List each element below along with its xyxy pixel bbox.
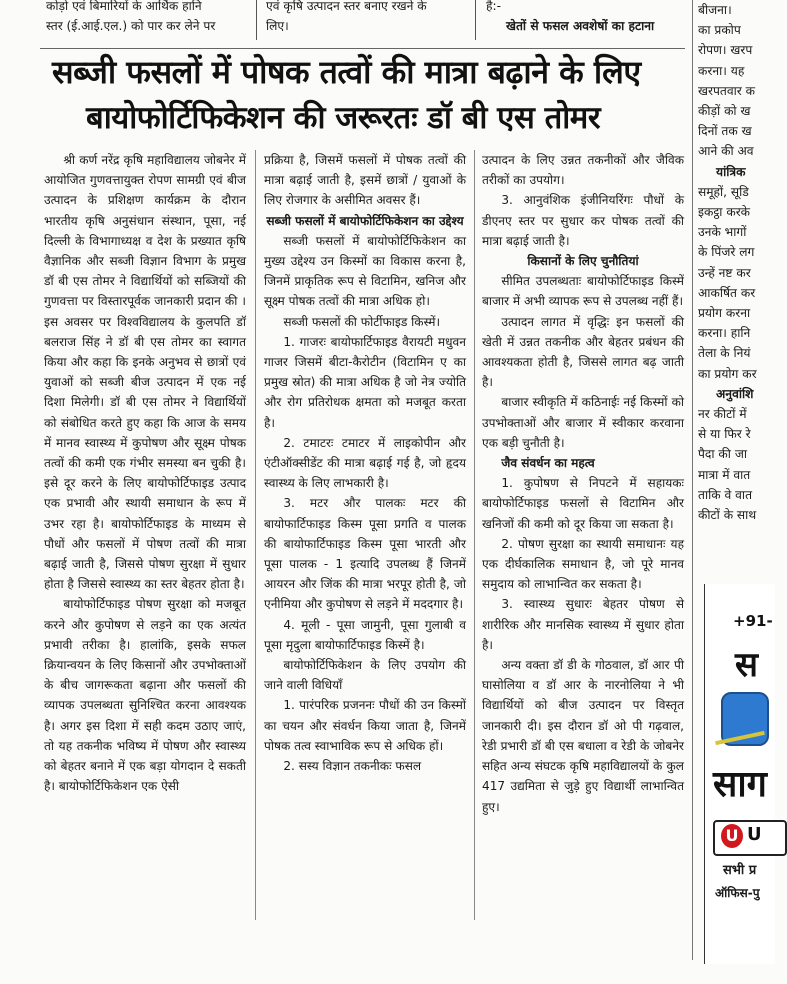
text-line: नर कीटों में [698, 407, 747, 422]
article-column-3 [482, 150, 684, 817]
paragraph: बाजार स्वीकृति में कठिनाईः नई किस्मों को उपभोक्ताओं और बाजार में स्वीकार करवाना एक बड़ी चुनौती है। [482, 395, 684, 450]
text-line: से या फिर रे [698, 427, 751, 442]
adjacent-article-strip [698, 0, 778, 525]
text-line: के पिंजरे लग [698, 245, 755, 260]
text-line: रोपण। खरप [698, 43, 753, 58]
ad-tagline: सभी प्र [723, 863, 757, 878]
text-line: कीटों के साथ [698, 508, 757, 523]
text-line: ताकि वे वात [698, 487, 753, 502]
paragraph: प्रक्रिया है, जिसमें फसलों में पोषक तत्वों की मात्रा बढ़ाई जाती है, इसमें छात्रों / युवाओं के लिए रोजगार के असीमित अवसर हैं। [264, 153, 466, 208]
text-line: करना। हानि [698, 326, 751, 341]
paragraph: 2. टमाटरः टमाटर में लाइकोपीन और एंटीऑक्सीडेंट की मात्रा बढ़ाई गई है, जो हृदय स्वास्थ्य के लिए लाभकारी है। [264, 435, 466, 491]
text-line: का प्रयोग कर [698, 366, 757, 381]
column-divider [692, 0, 693, 960]
ad-brand-letter: स [735, 645, 758, 685]
paragraph: उत्पादन लागत में वृद्धिः इन फसलों की खेती में उन्नत तकनीक और बेहतर प्रबंधन की आवश्यकता होती है, जिससे लागत बढ़ जाती है। [482, 314, 684, 390]
paragraph: 2. पोषण सुरक्षा का स्थायी समाधानः यह एक दीर्घकालिक समाधान है, जो पूरे मानव समुदाय को लाभान्वित कर सकता है। [482, 536, 684, 592]
text-line: स्तर (ई.आई.एल.) को पार कर लेने पर [46, 19, 216, 33]
text-line: प्रयोग करना [698, 306, 751, 321]
paragraph: 4. मूली - पूसा जामुनी, पूसा गुलाबी व पूसा मृदुला बायोफार्टिफाइड किस्में है। [264, 617, 466, 652]
paragraph: 2. सस्य विज्ञान तकनीकः फसल [283, 759, 422, 774]
advertisement [704, 584, 775, 964]
previous-article-tail-mid [266, 0, 466, 36]
section-heading: जैव संवर्धन का महत्व [501, 456, 595, 471]
text-line: करना। यह [698, 63, 745, 78]
paragraph: बायोफोर्टिफाइड पोषण सुरक्षा को मजबूत करने और कुपोषण से लड़ने का एक अत्यंत प्रभावी तरीका है। हालांकि, इसके सफल क्रियान्वयन के लिए किसानों और उपभोक्ताओं के बीच जागरूकता बढ़ाना और फसलों की व्यापक उपलब्धता सुनिश्चित करना आवश्यक है। अगर इस दिशा में सही कदम उठाए जाएं, तो यह तकनीक भविष्य में पोषण और स्वास्थ्य को बेहतर बनाने में एक बड़ा योगदान दे सकती है। बायोफोर्टिफिकेशन एक ऐसी [44, 597, 246, 794]
text-line: एवं कृषि उत्पादन स्तर बनाए रखने के [266, 0, 427, 13]
ad-office: ऑफिस-पु [715, 886, 760, 900]
paragraph: 3. आनुवंशिक इंजीनियरिंगः पौधों के डीएनए स्तर पर सुधार कर पोषक तत्वों की मात्रा बढ़ाई जाती है। [482, 193, 684, 248]
text-line: आने की अव [698, 144, 754, 159]
logo-mark: U [721, 824, 743, 848]
paragraph: बायोफोर्टिफिकेशन के लिए उपयोग की जाने वाली विधियाँ [264, 658, 466, 693]
paragraph: श्री कर्ण नरेंद्र कृषि महाविद्यालय जोबनेर में आयोजित गुणवत्तायुक्त रोपण सामग्री एवं बीज उत्पादन के प्रशिक्षण कार्यक्रम के दौरान भारतीय कृषि अनुसंधान संस्थान, पूसा, नई दिल्ली के विभागाध्यक्ष व देश के प्रख्यात कृषि वैज्ञानिक और सब्जी विज्ञान विभाग के प्रमुख डॉ बी एस तोमर ने विद्यार्थियों को सब्जियों की गुणवत्ता पर विस्तारपूर्वक जानकारी प्रदान की । इस अवसर पर विश्वविद्यालय के कुलपति डॉ बलराज सिंह ने डॉ बी एस तोमर का स्वागत किया और कहा कि इनके अनुभव से छात्रों एवं युवाओं को सब्जी बीज उत्पादन में एक नई दिशा मिलेगी। डॉ बी एस तोमर ने विद्यार्थियों को संबोधित करते हुए कहा कि आज के समय में मानव स्वास्थ्य में कुपोषण और सूक्ष्म पोषक तत्वों की कमी एक गंभीर समस्या बन चुकी है। इसे दूर करने के लिए बायोफोर्टिफाइड उत्पाद एक प्रभावी और स्थायी समाधान के रूप में उभर रहा है। बायोफोर्टिफाइड के माध्यम से पौधों और फसलों में पोषण तत्वों की मात्रा बढ़ाई जाती है, जिससे पोषण सुरक्षा में सुधार होता है जिससे स्वास्थ्य का स्तर बेहतर होता है। [44, 153, 246, 592]
column-divider [255, 150, 256, 920]
paragraph: 1. पारंपरिक प्रजननः पौधों की उन किस्मों का चयन और संवर्धन किया जाता है, जिनमें पोषक तत्व स्वाभाविक रूप से अधिक हों। [264, 698, 466, 753]
section-heading: सब्जी फसलों में बायोफोर्टिफिकेशन का उद्देश्य [266, 213, 464, 228]
text-line: कीड़ों को ख [698, 104, 751, 119]
paragraph: अन्य वक्ता डॉ डी के गोठवाल, डॉ आर पी घासोलिया व डॉ आर के नारनोलिया ने भी विद्यार्थियों को बीज उत्पादन पर विस्तृत जानकारी दी। इस दौरान डॉ ओ पी गढ़वाल, रेडी प्रभारी डॉ बी एस बधाला व रेडी के जोबनेर सहित अन्य संघटक कृषि महाविद्यालयों के कुल 417 उद्यमिता से जुड़े हुए विद्यार्थी लाभान्वित हुए। [482, 658, 684, 814]
section-rule [40, 48, 685, 49]
text-line: यांत्रिक [716, 164, 746, 179]
article-column-1 [44, 150, 246, 797]
column-divider [474, 150, 475, 920]
ad-phone: +91- [733, 612, 773, 630]
logo-text: U [747, 824, 762, 845]
paragraph: सब्जी फसलों में बायोफोर्टिफिकेशन का मुख्य उद्देश्य उन किस्मों का विकास करना है, जिनमें प्राकृतिक रूप से विटामिन, खनिज और सूक्ष्म पोषक तत्वों की मात्रा अधिक हो। [264, 233, 466, 309]
previous-article-tail-left [46, 0, 246, 36]
text-line: इकट्ठा करके [698, 205, 751, 220]
column-divider [256, 0, 257, 40]
text-line: बीजना। [698, 3, 732, 17]
text-line: समूहों, सूडि [698, 184, 749, 199]
text-line: का प्रकोप [698, 23, 741, 38]
text-line: उन्हें नष्ट कर [698, 265, 751, 280]
company-logo [713, 820, 787, 856]
previous-article-tail-right [486, 0, 686, 36]
text-line: खरपतवार क [698, 83, 755, 98]
paragraph: 1. गाजरः बायोफार्टिफाइड वैरायटी मधुवन गाजर जिसमें बीटा-कैरोटीन (विटामिन ए का प्रमुख स्रोत) की मात्रा अधिक है जो नेत्र ज्योति और रोग प्रतिरोधक क्षमता को मजबूत करता है। [264, 334, 466, 430]
subheading: खेतों से फसल अवशेषों का हटाना [506, 19, 655, 33]
headline-line-2: बायोफोर्टिफिकेशन की जरूरतः डॉ बी एस तोमर [86, 100, 600, 136]
section-heading: किसानों के लिए चुनौतियां [527, 254, 639, 269]
paragraph: सीमित उपलब्धताः बायोफोर्टिफाइड किस्में बाजार में अभी व्यापक रूप से उपलब्ध नहीं हैं। [482, 274, 684, 309]
paragraph: सब्जी फसलों की फोर्टीफाइड किस्में। [283, 314, 441, 329]
text-line: पैदा की जा [698, 447, 748, 462]
column-divider [475, 0, 476, 40]
ad-brand-name: साग [713, 764, 767, 805]
headline-line-1: सब्जी फसलों में पोषक तत्वों की मात्रा बढ़ाने के लिए [52, 53, 641, 91]
paragraph: 3. स्वास्थ्य सुधारः बेहतर पोषण से शारीरिक और मानसिक स्वास्थ्य में सुधार होता है। [482, 597, 684, 652]
article-column-2 [264, 150, 466, 776]
text-line: है:- [486, 0, 501, 13]
paragraph: 3. मटर और पालकः मटर की बायोफार्टिफाइड किस्म पूसा प्रगति व पालक की बायोफार्टिफाइड किस्म पूसा भारती और पूसा पालक - 1 इत्यादि उपलब्ध हैं जिनमें आयरन और जिंक की मात्रा भरपूर होती है, जो एनीमिया और कुपोषण से लड़ने में मददगार है। [264, 496, 466, 612]
text-line: अनुवांशि [716, 386, 754, 401]
text-line: उनके भागों [698, 225, 747, 240]
paragraph: 1. कुपोषण से निपटने में सहायकः बायोफोर्टिफाइड फसलों से विटामिन और खनिजों की कमी को दूर किया जा सकता है। [482, 476, 684, 531]
text-line: तेला के नियं [698, 346, 751, 361]
text-line: कोड़ो एवं बिमारियों के आर्थिक हानि [46, 0, 202, 13]
text-line: दिनों तक ख [698, 124, 752, 139]
text-line: आकर्षित कर [698, 285, 756, 300]
paragraph: उत्पादन के लिए उन्नत तकनीकों और जैविक तरीकों का उपयोग। [482, 153, 684, 188]
text-line: मात्रा में वात [698, 467, 751, 482]
text-line: लिए। [266, 19, 289, 33]
